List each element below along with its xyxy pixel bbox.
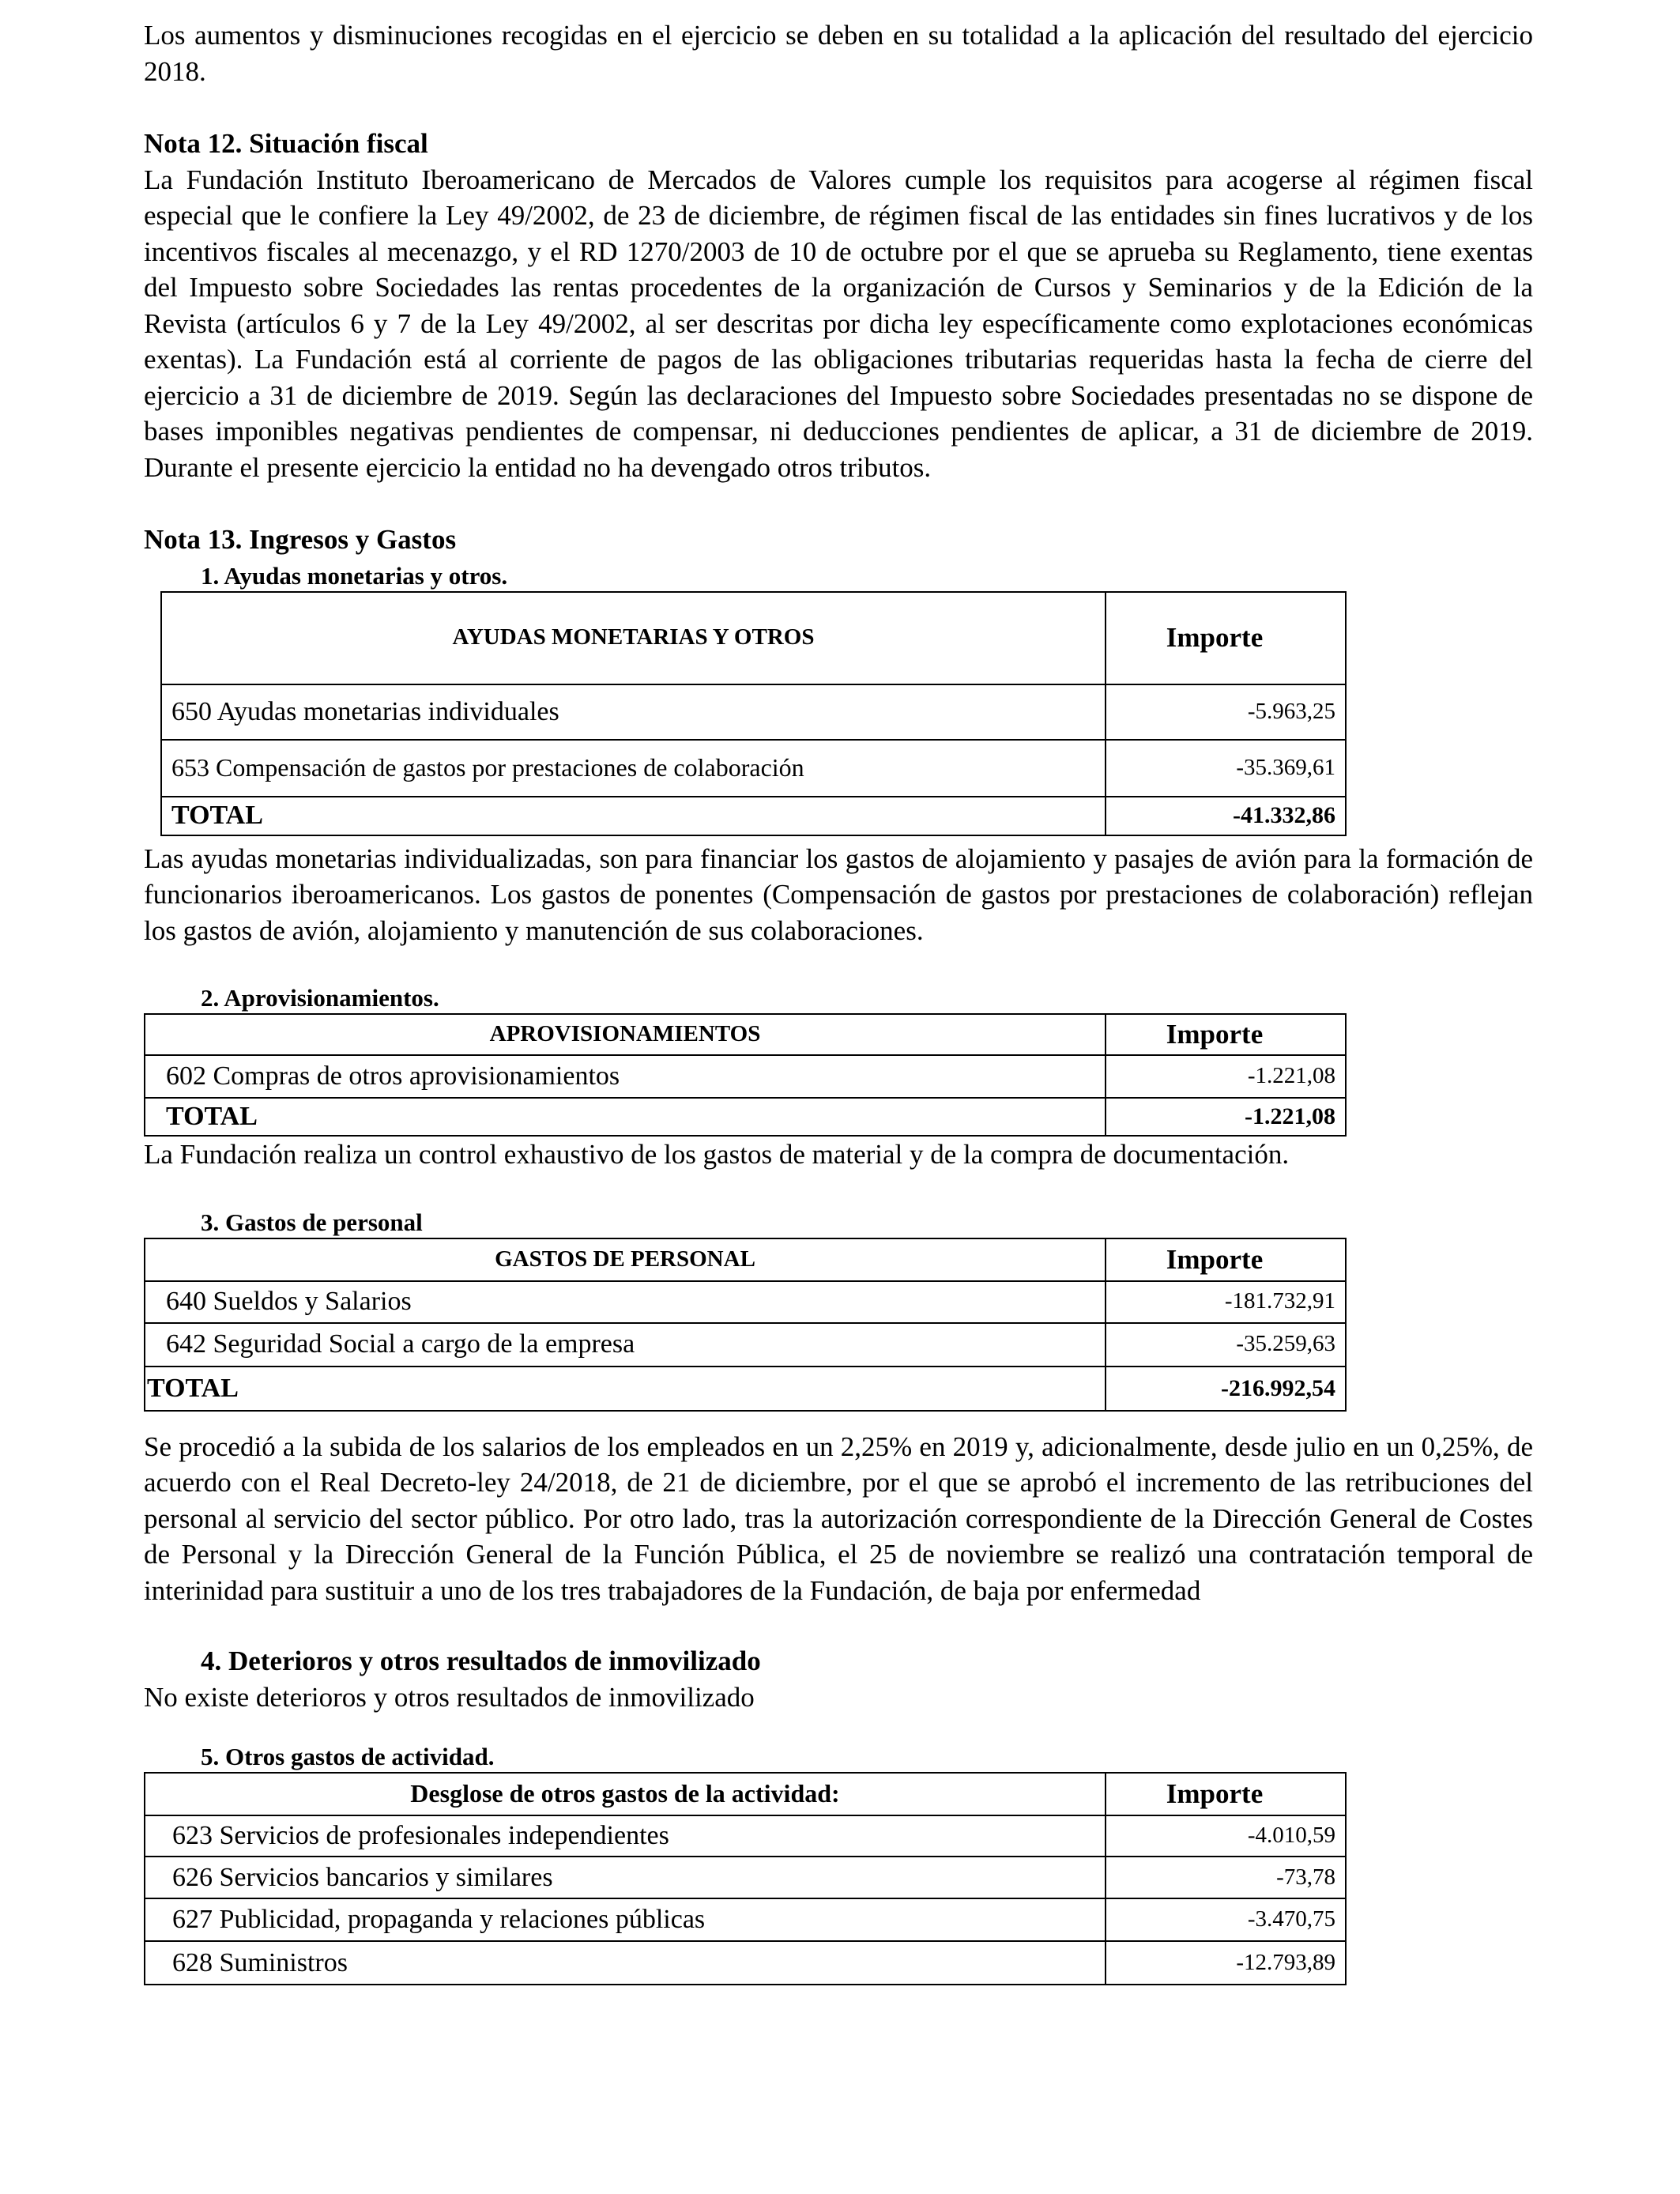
s1-paragraph: Las ayudas monetarias individualizadas, son para financiar los gastos de alojamiento y pasajes de avión para la formación de funcionarios iberoamericanos. Los gastos de ponentes (Compensación de gastos por prestaciones de colaboración) reflejan los gastos de avión, alojamiento y manutención de sus colaboraciones. (144, 843, 1533, 946)
row-label: 642 Seguridad Social a cargo de la empresa (145, 1323, 1106, 1367)
table-header-row (145, 1014, 1346, 1055)
row-value: -35.369,61 (1106, 740, 1346, 797)
row-label: 628 Suministros (145, 1941, 1106, 1985)
total-row (145, 1098, 1346, 1136)
row-value: -73,78 (1106, 1857, 1346, 1898)
row-value: -35.259,63 (1106, 1323, 1346, 1367)
s2-paragraph: La Fundación realiza un control exhaustivo de los gastos de material y de la compra de documentación. (144, 1139, 1290, 1170)
gastos-personal-table (144, 1238, 1347, 1412)
s3-paragraph: Se procedió a la subida de los salarios de los empleados en un 2,25% en 2019 y, adicionalmente, desde julio en un 0,25%, de acuerdo con el Real Decreto-ley 24/2018, de 21 de diciembre, por el que se aprobó el incremento de las retribuciones del personal al servicio del sector público. Por otro lado, tras la autorización correspondiente de la Dirección General de Costes de Personal y la Dirección General de la Función Pública, el 25 de noviembre se realizó una contratación temporal de interinidad para sustituir a uno de los tres trabajadores de la Fundación, de baja por enfermedad (144, 1431, 1533, 1606)
row-value: -12.793,89 (1106, 1941, 1346, 1985)
table-row (161, 684, 1346, 740)
s3-title: 3. Gastos de personal (201, 1208, 423, 1236)
s2-title: 2. Aprovisionamientos. (201, 984, 439, 1012)
s4-paragraph: No existe deterioros y otros resultados de inmovilizado (144, 1681, 755, 1713)
row-label: 626 Servicios bancarios y similares (145, 1857, 1106, 1898)
intro-paragraph: Los aumentos y disminuciones recogidas en el ejercicio se deben en su totalidad a la aplicación del resultado del ejercicio 2018. (144, 20, 1533, 87)
table-row (145, 1055, 1346, 1098)
total-value: -216.992,54 (1106, 1367, 1346, 1411)
row-label: 602 Compras de otros aprovisionamientos (145, 1055, 1106, 1098)
total-label: TOTAL (161, 797, 1106, 835)
aprovisionamientos-table (144, 1013, 1347, 1137)
total-label: TOTAL (145, 1367, 1106, 1411)
table-header-row (145, 1773, 1346, 1815)
table-row (145, 1815, 1346, 1857)
s1-title: 1. Ayudas monetarias y otros. (201, 561, 508, 590)
total-row (161, 797, 1346, 835)
row-label: 650 Ayudas monetarias individuales (161, 684, 1106, 740)
total-value: -41.332,86 (1106, 797, 1346, 835)
s5-title: 5. Otros gastos de actividad. (201, 1743, 495, 1770)
row-value: -181.732,91 (1106, 1281, 1346, 1323)
personal-header: GASTOS DE PERSONAL (145, 1238, 1106, 1281)
row-label: 640 Sueldos y Salarios (145, 1281, 1106, 1323)
row-label: 627 Publicidad, propaganda y relaciones públicas (145, 1898, 1106, 1941)
importe-header: Importe (1106, 1238, 1346, 1281)
table-row (145, 1281, 1346, 1323)
nota13-title: Nota 13. Ingresos y Gastos (144, 524, 457, 555)
row-label: 653 Compensación de gastos por prestaciones de colaboración (161, 740, 1106, 797)
table-row (161, 740, 1346, 797)
row-value: -5.963,25 (1106, 684, 1346, 740)
ayudas-header: AYUDAS MONETARIAS Y OTROS (161, 592, 1106, 684)
row-value: -4.010,59 (1106, 1815, 1346, 1857)
total-label: TOTAL (145, 1098, 1106, 1136)
ayudas-table (160, 591, 1347, 836)
row-label: 623 Servicios de profesionales independientes (145, 1815, 1106, 1857)
nota12-paragraph: La Fundación Instituto Iberoamericano de Mercados de Valores cumple los requisitos para acogerse al régimen fiscal especial que le confiere la Ley 49/2002, de 23 de diciembre, de régimen fiscal de las entidades sin fines lucrativos y de los incentivos fiscales al mecenazgo, y el RD 1270/2003 de 10 de octubre por el que se aprueba su Reglamento, tiene exentas del Impuesto sobre Sociedades las rentas procedentes de la organización de Cursos y Seminarios y de la Edición de la Revista (artículos 6 y 7 de la Ley 49/2002, al ser descritas por dicha ley específicamente como explotaciones económicas exentas). La Fundación está al corriente de pagos de las obligaciones tributarias requeridas hasta la fecha de cierre del ejercicio a 31 de diciembre de 2019. Según las declaraciones del Impuesto sobre Sociedades presentadas no se dispone de bases imponibles negativas pendientes de compensar, ni deducciones pendientes de aplicar, a 31 de diciembre de 2019. Durante el presente ejercicio la entidad no ha devengado otros tributos. (144, 164, 1533, 483)
document-page (144, 17, 1533, 1985)
importe-header: Importe (1106, 592, 1346, 684)
importe-header: Importe (1106, 1773, 1346, 1815)
total-row (145, 1367, 1346, 1411)
table-row (145, 1941, 1346, 1985)
table-header-row (161, 592, 1346, 684)
otros-header: Desglose de otros gastos de la actividad: (145, 1773, 1106, 1815)
table-row (145, 1323, 1346, 1367)
row-value: -3.470,75 (1106, 1898, 1346, 1941)
total-value: -1.221,08 (1106, 1098, 1346, 1136)
otros-gastos-table (144, 1772, 1347, 1985)
table-header-row (145, 1238, 1346, 1281)
table-row (145, 1857, 1346, 1898)
table-row (145, 1898, 1346, 1941)
row-value: -1.221,08 (1106, 1055, 1346, 1098)
nota12-title: Nota 12. Situación fiscal (144, 128, 428, 159)
s4-title: 4. Deterioros y otros resultados de inmovilizado (201, 1646, 761, 1676)
aprov-header: APROVISIONAMIENTOS (145, 1014, 1106, 1055)
importe-header: Importe (1106, 1014, 1346, 1055)
